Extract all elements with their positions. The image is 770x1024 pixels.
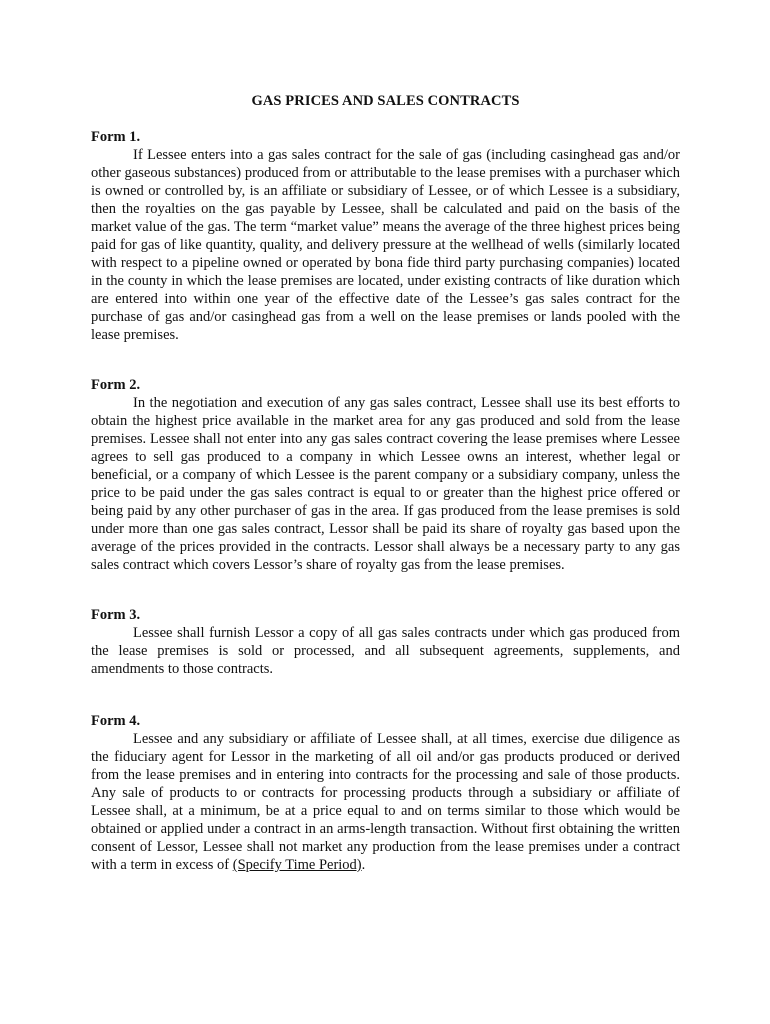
form-1-text: If Lessee enters into a gas sales contract for the sale of gas (including casinghead gas and/or other gaseous substances) produced from or attributable to the lease premises with a purchaser which is owned or controlled by, is an affiliate or subsidiary of Lessee, or of which Lessee is a subsidiary, then the royalties on the gas payable by Lessee, shall be calculated and paid on the basis of the market value of the gas. The term “market value” means the average of the three highest prices being paid for gas of like quantity, quality, and delivery pressure at the wellhead of wells (similarly located with respect to a pipeline owned or operated by bona fide third party purchasing companies) located in the county in which the lease premises are located, under existing contracts of like duration which are entered into within one year of the effective date of the Lessee’s gas sales contract for the purchase of gas and/or casinghead gas from a well on the lease premises or lands pooled with the lease premises. <box>91 147 680 343</box>
form-1-heading: Form 1. <box>91 129 141 145</box>
form-4-text-main: Lessee and any subsidiary or affiliate of Lessee shall, at all times, exercise due diligence as the fiduciary agent for Lessor in the marketing of all oil and/or gas products produced or derived from the lease premises and in entering into contracts for the processing and sale of those products. Any sale of products to or contracts for processing products through a subsidiary or affiliate of Lessee shall, at a minimum, be at a price equal to and on terms similar to those which would be obtained or applied under a contract in an arms-length transaction. Without first obtaining the written consent of Lessor, Lessee shall not market any production from the lease premises under a contract with a term in excess of <box>91 731 680 873</box>
document-page <box>91 93 680 874</box>
time-period-blank[interactable]: (Specify Time Period) <box>232 857 362 873</box>
form-3-heading: Form 3. <box>91 607 141 623</box>
form-1-section <box>91 128 680 344</box>
form-2-section <box>91 376 680 574</box>
form-2-text: In the negotiation and execution of any gas sales contract, Lessee shall use its best efforts to obtain the highest price available in the market area for any gas produced and sold from the lease premises. Lessee shall not enter into any gas sales contract covering the lease premises where Lessee agrees to sell gas produced to a company in which Lessee owns an interest, whether legal or beneficial, or a company of which Lessee is the parent company or a subsidiary company, unless the price to be paid under the gas sales contract is equal to or greater than the highest price offered or being paid by any other purchaser of gas in the area. If gas produced from the lease premises is sold under more than one gas sales contract, Lessor shall be paid its share of royalty gas based upon the average of the prices provided in the contracts. Lessor shall always be a necessary party to any gas sales contract which covers Lessor’s share of royalty gas from the lease premises. <box>91 395 680 573</box>
form-3-section <box>91 606 680 678</box>
form-2-heading: Form 2. <box>91 377 141 393</box>
form-4-heading: Form 4. <box>91 713 141 729</box>
form-4-section <box>91 712 680 874</box>
form-4-text-end: . <box>361 857 366 873</box>
form-4-text <box>91 730 680 874</box>
form-3-text: Lessee shall furnish Lessor a copy of all gas sales contracts under which gas produced from the lease premises is sold or processed, and all subsequent agreements, supplements, and amendments to those contracts. <box>91 625 680 677</box>
document-title: GAS PRICES AND SALES CONTRACTS <box>251 93 520 109</box>
